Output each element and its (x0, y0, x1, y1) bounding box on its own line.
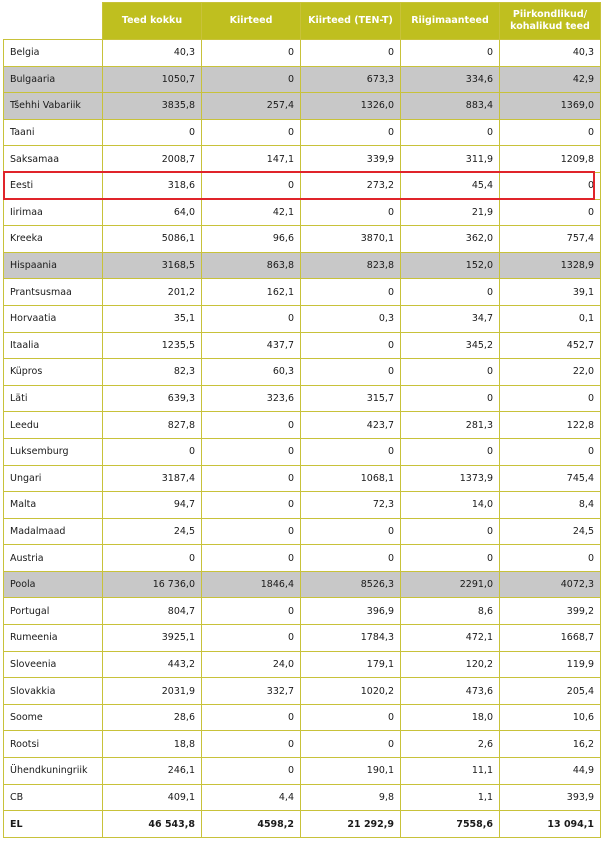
value-cell: 0 (401, 385, 500, 412)
country-cell: Horvaatia (4, 305, 103, 332)
value-cell: 399,2 (500, 598, 601, 625)
country-cell: CB (4, 784, 103, 811)
value-cell: 119,9 (500, 651, 601, 678)
value-cell: 1020,2 (301, 678, 401, 705)
value-cell: 0 (103, 438, 202, 465)
value-cell: 396,9 (301, 598, 401, 625)
value-cell: 345,2 (401, 332, 500, 359)
table-row (4, 758, 601, 785)
header-blank-cell (4, 3, 103, 40)
value-cell: 443,2 (103, 651, 202, 678)
value-cell: 8526,3 (301, 571, 401, 598)
value-cell: 0 (401, 518, 500, 545)
value-cell: 1668,7 (500, 625, 601, 652)
value-cell: 3870,1 (301, 226, 401, 253)
value-cell: 0 (500, 119, 601, 146)
value-cell: 162,1 (202, 279, 301, 306)
country-cell: EL (4, 811, 103, 838)
value-cell: 0 (301, 704, 401, 731)
country-cell: Saksamaa (4, 146, 103, 173)
value-cell: 4,4 (202, 784, 301, 811)
value-cell: 863,8 (202, 252, 301, 279)
value-cell: 2291,0 (401, 571, 500, 598)
value-cell: 393,9 (500, 784, 601, 811)
value-cell: 883,4 (401, 93, 500, 120)
value-cell: 0 (301, 40, 401, 67)
value-cell: 0 (401, 119, 500, 146)
value-cell: 205,4 (500, 678, 601, 705)
value-cell: 0 (500, 172, 601, 199)
header-row (4, 3, 601, 40)
value-cell: 0 (202, 545, 301, 572)
value-cell: 315,7 (301, 385, 401, 412)
value-cell: 0 (202, 492, 301, 519)
table-row (4, 279, 601, 306)
country-cell: Läti (4, 385, 103, 412)
value-cell: 4072,3 (500, 571, 601, 598)
value-cell: 14,0 (401, 492, 500, 519)
value-cell: 179,1 (301, 651, 401, 678)
value-cell: 0 (500, 438, 601, 465)
country-cell: Bulgaaria (4, 66, 103, 93)
table-row (4, 438, 601, 465)
value-cell: 24,5 (103, 518, 202, 545)
value-cell: 46 543,8 (103, 811, 202, 838)
table-row (4, 412, 601, 439)
table-row (4, 465, 601, 492)
value-cell: 409,1 (103, 784, 202, 811)
country-cell: Poola (4, 571, 103, 598)
country-cell: Tšehhi Vabariik (4, 93, 103, 120)
value-cell: 473,6 (401, 678, 500, 705)
value-cell: 1326,0 (301, 93, 401, 120)
value-cell: 0 (301, 731, 401, 758)
country-cell: Madalmaad (4, 518, 103, 545)
value-cell: 94,7 (103, 492, 202, 519)
value-cell: 34,7 (401, 305, 500, 332)
value-cell: 0 (301, 199, 401, 226)
value-cell: 2031,9 (103, 678, 202, 705)
value-cell: 35,1 (103, 305, 202, 332)
value-cell: 0 (202, 119, 301, 146)
value-cell: 0 (301, 119, 401, 146)
table-row (4, 119, 601, 146)
country-cell: Soome (4, 704, 103, 731)
value-cell: 827,8 (103, 412, 202, 439)
value-cell: 334,6 (401, 66, 500, 93)
value-cell: 0 (301, 545, 401, 572)
value-cell: 437,7 (202, 332, 301, 359)
value-cell: 311,9 (401, 146, 500, 173)
value-cell: 122,8 (500, 412, 601, 439)
value-cell: 318,6 (103, 172, 202, 199)
value-cell: 11,1 (401, 758, 500, 785)
value-cell: 472,1 (401, 625, 500, 652)
value-cell: 1373,9 (401, 465, 500, 492)
value-cell: 201,2 (103, 279, 202, 306)
country-cell: Rootsi (4, 731, 103, 758)
value-cell: 0 (401, 279, 500, 306)
value-cell: 96,6 (202, 226, 301, 253)
value-cell: 1369,0 (500, 93, 601, 120)
table-row (4, 598, 601, 625)
value-cell: 323,6 (202, 385, 301, 412)
value-cell: 0 (301, 518, 401, 545)
country-cell: Itaalia (4, 332, 103, 359)
value-cell: 0 (202, 172, 301, 199)
country-cell: Kreeka (4, 226, 103, 253)
value-cell: 2008,7 (103, 146, 202, 173)
value-cell: 21 292,9 (301, 811, 401, 838)
value-cell: 0 (202, 438, 301, 465)
header-kiirteed: Kiirteed (202, 3, 301, 40)
table-row (4, 305, 601, 332)
value-cell: 0 (401, 359, 500, 386)
value-cell: 39,1 (500, 279, 601, 306)
value-cell: 1,1 (401, 784, 500, 811)
value-cell: 0 (202, 66, 301, 93)
country-cell: Rumeenia (4, 625, 103, 652)
value-cell: 757,4 (500, 226, 601, 253)
value-cell: 1784,3 (301, 625, 401, 652)
value-cell: 246,1 (103, 758, 202, 785)
value-cell: 4598,2 (202, 811, 301, 838)
country-cell: Belgia (4, 40, 103, 67)
value-cell: 40,3 (500, 40, 601, 67)
value-cell: 18,8 (103, 731, 202, 758)
value-cell: 0 (301, 332, 401, 359)
table-row (4, 385, 601, 412)
table-row (4, 625, 601, 652)
value-cell: 0 (401, 40, 500, 67)
value-cell: 60,3 (202, 359, 301, 386)
value-cell: 0 (500, 385, 601, 412)
value-cell: 24,0 (202, 651, 301, 678)
table-row (4, 93, 601, 120)
value-cell: 42,1 (202, 199, 301, 226)
country-cell: Ühendkuningriik (4, 758, 103, 785)
value-cell: 273,2 (301, 172, 401, 199)
value-cell: 0 (301, 438, 401, 465)
value-cell: 804,7 (103, 598, 202, 625)
value-cell: 16,2 (500, 731, 601, 758)
value-cell: 339,9 (301, 146, 401, 173)
value-cell: 0 (202, 465, 301, 492)
value-cell: 45,4 (401, 172, 500, 199)
value-cell: 1328,9 (500, 252, 601, 279)
value-cell: 0 (202, 518, 301, 545)
country-cell: Eesti (4, 172, 103, 199)
value-cell: 0 (103, 545, 202, 572)
table-row (4, 359, 601, 386)
value-cell: 823,8 (301, 252, 401, 279)
table-row (4, 784, 601, 811)
country-cell: Ungari (4, 465, 103, 492)
value-cell: 10,6 (500, 704, 601, 731)
value-cell: 42,9 (500, 66, 601, 93)
country-cell: Leedu (4, 412, 103, 439)
value-cell: 40,3 (103, 40, 202, 67)
country-cell: Austria (4, 545, 103, 572)
value-cell: 16 736,0 (103, 571, 202, 598)
country-cell: Malta (4, 492, 103, 519)
value-cell: 82,3 (103, 359, 202, 386)
value-cell: 18,0 (401, 704, 500, 731)
table-row (4, 172, 601, 199)
value-cell: 0 (202, 731, 301, 758)
value-cell: 13 094,1 (500, 811, 601, 838)
table-row (4, 226, 601, 253)
value-cell: 452,7 (500, 332, 601, 359)
value-cell: 8,6 (401, 598, 500, 625)
country-cell: Iirimaa (4, 199, 103, 226)
table-row (4, 731, 601, 758)
value-cell: 0 (202, 598, 301, 625)
table-row (4, 199, 601, 226)
table-row (4, 252, 601, 279)
value-cell: 0 (202, 305, 301, 332)
value-cell: 28,6 (103, 704, 202, 731)
table-row (4, 651, 601, 678)
value-cell: 9,8 (301, 784, 401, 811)
value-cell: 1209,8 (500, 146, 601, 173)
value-cell: 423,7 (301, 412, 401, 439)
value-cell: 44,9 (500, 758, 601, 785)
value-cell: 1235,5 (103, 332, 202, 359)
value-cell: 0 (202, 40, 301, 67)
country-cell: Prantsusmaa (4, 279, 103, 306)
value-cell: 0,1 (500, 305, 601, 332)
country-cell: Portugal (4, 598, 103, 625)
value-cell: 3835,8 (103, 93, 202, 120)
value-cell: 745,4 (500, 465, 601, 492)
value-cell: 3925,1 (103, 625, 202, 652)
value-cell: 0,3 (301, 305, 401, 332)
value-cell: 3187,4 (103, 465, 202, 492)
header-teed-kokku: Teed kokku (103, 3, 202, 40)
value-cell: 152,0 (401, 252, 500, 279)
value-cell: 21,9 (401, 199, 500, 226)
table-row (4, 545, 601, 572)
header-piirkondlikud: Piirkondlikud/ kohalikud teed (500, 3, 601, 40)
value-cell: 0 (401, 438, 500, 465)
value-cell: 332,7 (202, 678, 301, 705)
value-cell: 257,4 (202, 93, 301, 120)
table-row (4, 146, 601, 173)
header-riigimaanteed: Riigimaanteed (401, 3, 500, 40)
table-row (4, 518, 601, 545)
table-row (4, 66, 601, 93)
value-cell: 1068,1 (301, 465, 401, 492)
country-cell: Sloveenia (4, 651, 103, 678)
value-cell: 0 (401, 545, 500, 572)
value-cell: 0 (301, 359, 401, 386)
country-cell: Taani (4, 119, 103, 146)
value-cell: 8,4 (500, 492, 601, 519)
table-row (4, 40, 601, 67)
value-cell: 0 (202, 625, 301, 652)
table-row (4, 332, 601, 359)
country-cell: Luksemburg (4, 438, 103, 465)
value-cell: 1050,7 (103, 66, 202, 93)
value-cell: 72,3 (301, 492, 401, 519)
value-cell: 362,0 (401, 226, 500, 253)
value-cell: 639,3 (103, 385, 202, 412)
value-cell: 0 (202, 704, 301, 731)
value-cell: 120,2 (401, 651, 500, 678)
country-cell: Küpros (4, 359, 103, 386)
road-funding-table (3, 2, 601, 838)
value-cell: 190,1 (301, 758, 401, 785)
value-cell: 5086,1 (103, 226, 202, 253)
value-cell: 0 (202, 758, 301, 785)
value-cell: 673,3 (301, 66, 401, 93)
value-cell: 0 (202, 412, 301, 439)
country-cell: Slovakkia (4, 678, 103, 705)
table-row (4, 704, 601, 731)
value-cell: 7558,6 (401, 811, 500, 838)
value-cell: 64,0 (103, 199, 202, 226)
value-cell: 24,5 (500, 518, 601, 545)
table-row (4, 492, 601, 519)
value-cell: 0 (103, 119, 202, 146)
header-kiirteed-ten-t: Kiirteed (TEN-T) (301, 3, 401, 40)
table-row (4, 571, 601, 598)
value-cell: 3168,5 (103, 252, 202, 279)
value-cell: 22,0 (500, 359, 601, 386)
table-row (4, 678, 601, 705)
value-cell: 2,6 (401, 731, 500, 758)
value-cell: 1846,4 (202, 571, 301, 598)
value-cell: 281,3 (401, 412, 500, 439)
country-cell: Hispaania (4, 252, 103, 279)
value-cell: 0 (301, 279, 401, 306)
value-cell: 147,1 (202, 146, 301, 173)
value-cell: 0 (500, 545, 601, 572)
total-row (4, 811, 601, 838)
value-cell: 0 (500, 199, 601, 226)
